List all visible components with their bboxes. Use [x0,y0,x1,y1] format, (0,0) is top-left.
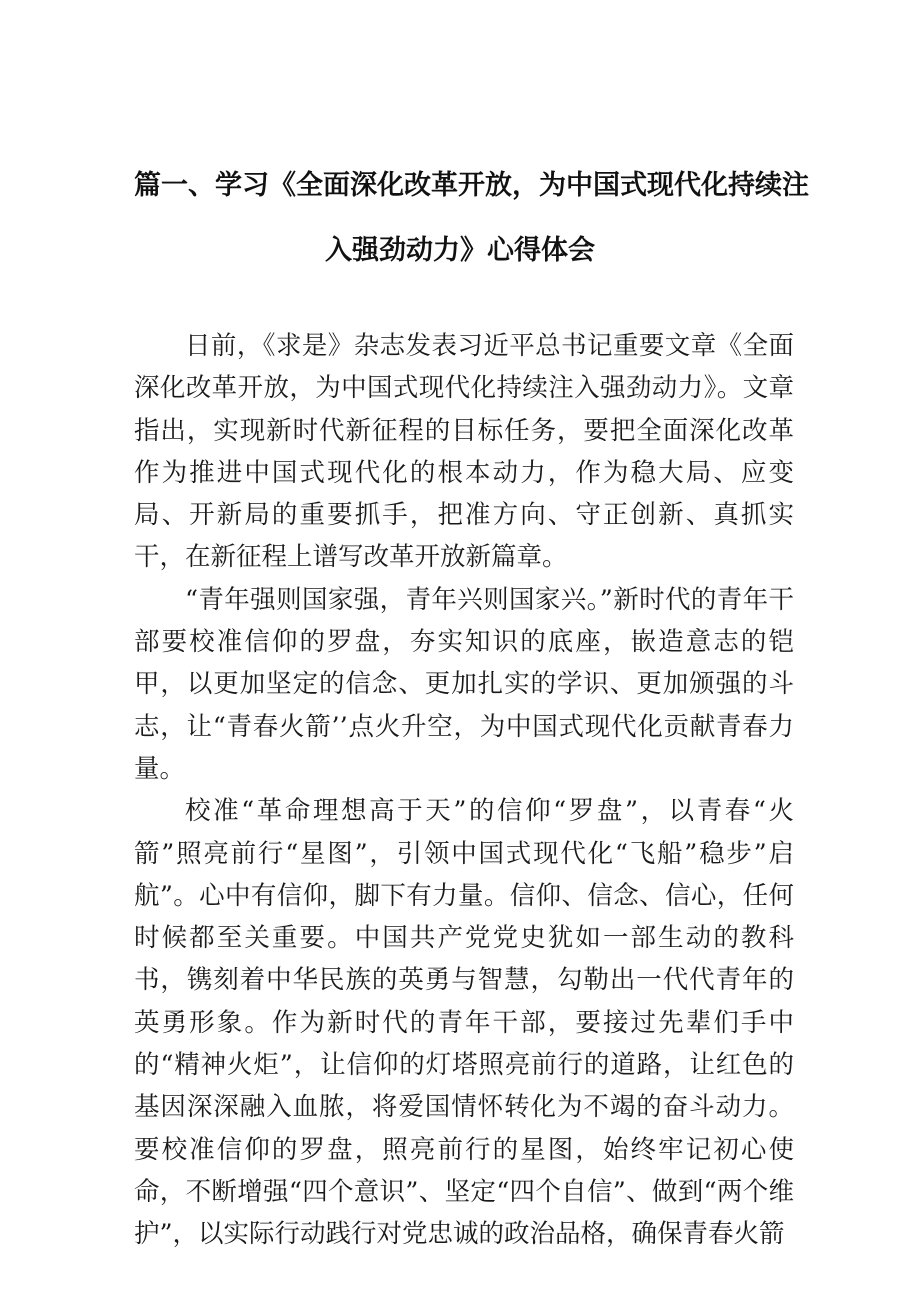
document-title-line-1: 篇一、学习《全面深化改革开放，为中国式现代化持续注 [134,170,809,201]
document-title-line-2: 入强劲动力》心得体会 [325,235,595,266]
paragraph-3: 校准“革命理想高于天”的信仰“罗盘”，以青春“火箭”照亮前行“星图”，引领中国式现代化“飞船”稳步”启航”。心中有信仰，脚下有力量。信仰、信念、信心，任何时候都至关重要。中国共产党党史犹如一部生动的教科书，镌刻着中华民族的英勇与智慧，勾勒出一代代青年的英勇形象。作为新时代的青年干部，要接过先辈们手中的“精神火炬”，让信仰的灯塔照亮前行的道路，让红色的基因深深融入血脓，将爱国情怀转化为不竭的奋斗动力。要校准信仰的罗盘，照亮前行的星图，始终牢记初心使命，不断增强“四个意识”、坚定“四个自信”、做到“两个维护”，以实际行动践行对党忠诚的政治品格，确保青春火箭 [134,796,794,1250]
document-body [134,325,794,1256]
paragraph-1: 日前，《求是》杂志发表习近平总书记重要文章《全面深化改革开放，为中国式现代化持续注入强劲动力》。文章指出，实现新时代新征程的目标任务，要把全面深化改革作为推进中国式现代化的根本动力，作为稳大局、应变局、开新局的重要抓手，把准方向、守正创新、真抓实干，在新征程上谱写改革开放新篇章。 [134,331,794,573]
paragraph-2: “青年强则国家强，青年兴则国家兴。”新时代的青年干部要校准信仰的罗盘，夯实知识的底座，嵌造意志的铠甲，以更加坚定的信念、更加扎实的学识、更加颁强的斗志，让“青春火箭’’点火升空，为中国式现代化贡献青春力量。 [134,584,794,784]
